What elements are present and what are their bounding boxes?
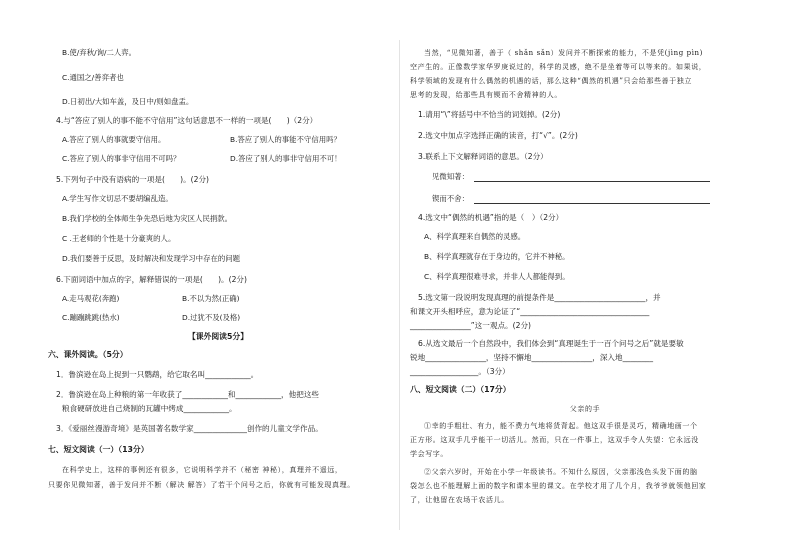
sec6-item-2-line1: 2．鲁滨逊在岛上种粮的第一年收获了____________和____________，他把这些 <box>56 390 320 399</box>
r-q3: 3.联系上下文解释词语的意思。（2分） <box>418 152 548 161</box>
passage-line4: 思考的发现，给那些具有锲而不舍精神的人。 <box>410 91 562 99</box>
q5-option-c: C .王老师的个性是十分豪爽的人。 <box>62 234 176 243</box>
section-8-title: 八、短文阅读（二）（17分） <box>410 385 511 394</box>
essay-p1-line2: 正方形。这双手几乎能干一切活儿。然而，只在一件事上，这双手令人失望：它永远没 <box>410 436 699 444</box>
r-q6-line1: 6.从选文最后一个自然段中，我们体会到“真理诞生于一百个问号之后”就是要敏 <box>418 339 684 348</box>
q5-option-d: D.我们要善于反思，及时解决和发现学习中存在的问题 <box>62 254 241 263</box>
left-column <box>48 0 388 550</box>
essay-p2-line1: ②父亲六岁时，开始在小学一年级读书。不知什么原因，父亲那浅色头发下面的脑 <box>424 468 698 476</box>
extracurricular-banner: 【课外阅读5分】 <box>187 332 248 341</box>
q5-stem: 5.下列句子中没有语病的一项是( )。(2分) <box>56 175 210 184</box>
q3b-label: 锲而不舍： <box>432 194 469 203</box>
r-q4-option-a: A、科学真理来自偶然的灵感。 <box>424 232 526 241</box>
passage-line1: 当然，“见微知著，善于（ shǎn sǎn）发问并不断探索的能力，不是凭(jìng pìn) <box>424 49 703 57</box>
section-7-title: 七、短文阅读（一）（13分） <box>48 445 149 454</box>
sec6-item-3: 3．《爱丽丝漫游奇境》是英国著名数学家______________创作的儿童文学作品。 <box>56 424 323 433</box>
q4-stem: 4.与“答应了别人的事不能不守信用”这句话意思不一样的一项是( )（2分） <box>56 116 318 125</box>
r-q5-line3: ________________”这一观点。(2分) <box>410 321 532 330</box>
q6-option-a: A.走马观花(奔跑) <box>62 294 120 303</box>
r-q4-option-c: C、科学真理很难寻求，并非人人都能得到。 <box>424 272 570 281</box>
sec6-item-2-line2: 粮食硬研放进自己烧制的瓦罐中烤成____________。 <box>62 404 237 413</box>
q4-option-a: A.答应了别人的事就要守信用。 <box>62 135 166 144</box>
r-q1: 1.请用“\”将括号中不恰当的词划掉。(2分) <box>418 110 561 119</box>
essay-title: 父亲的手 <box>569 405 601 413</box>
q4-option-b: B.答应了别人的事能不守信用吗？ <box>230 135 341 144</box>
q4-option-d: D.答应了别人的事非守信用不可！ <box>230 154 342 163</box>
essay-p1-line3: 学会写字。 <box>410 450 448 458</box>
right-column <box>410 0 760 550</box>
passage-line3: 科学领域的发现有什么偶然的机遇的话，那么这种“偶然的机遇”只会给那些善于独立 <box>410 77 692 85</box>
r-q4-stem: 4.选文中“偶然的机遇”指的是（ ）（2分） <box>418 213 564 222</box>
q6-option-d: D.过犹不及(及格) <box>182 313 241 322</box>
q3-option-b: B.使/弃秋/询/二人弈。 <box>62 48 137 57</box>
passage1-line2: 只要你见微知著，善于发问并不断（解决 解答）了若干个问号之后，你就有可能发现真理。 <box>48 481 355 489</box>
r-q6-line2: 锐地________________，坚持不懈地________________，深入地________ <box>410 353 653 362</box>
q3-option-c: C.通国之/善弈者也 <box>62 73 124 82</box>
q6-option-b: B.不以为然(正确) <box>182 294 240 303</box>
q6-option-c: C.蹦蹦跳跳(热水) <box>62 313 120 322</box>
essay-p2-line3: 了，让他留在农场干农活儿。 <box>410 496 509 504</box>
q5-option-b: B.我们学校的全体师生争先恐后地为灾区人民捐款。 <box>62 214 233 223</box>
essay-p1-line1: ①幸的手粗壮、有力，能不费力气地将货背起。他这双手很是灵巧，精确地画一个 <box>424 422 698 430</box>
column-divider <box>399 40 400 530</box>
q3b-answer-line <box>474 203 710 204</box>
r-q5-line2: 和课文开头相呼应，意为论证了“__________________________________ <box>410 307 650 316</box>
q3a-label: 见微知著： <box>432 172 469 181</box>
sec6-item-1: 1．鲁滨逊在岛上捉到一只鹦鹉，给它取名叫____________。 <box>56 370 259 379</box>
q5-option-a: A.学生写作文切忌不要胡编乱造。 <box>62 194 173 203</box>
q6-stem: 6.下面词语中加点的字，解释错误的一项是( )。(2分) <box>56 275 247 284</box>
r-q2: 2.选文中加点字选择正确的读音，打“√”。(2分) <box>418 131 578 140</box>
passage-line2: 空产生的。正像数学家华罗庚说过的，科学的灵感，绝不是坐着等可以等来的。如果说， <box>410 63 707 71</box>
q3-option-d: D.日初出/大如车盖，及日中/则如盘盂。 <box>62 97 194 106</box>
section-6-title: 六、课外阅读。（5分） <box>48 350 128 359</box>
q4-option-c: C.答应了别人的事非守信用不可吗？ <box>62 154 181 163</box>
r-q6-line3: __________________。（3分） <box>410 367 510 376</box>
r-q5-line1: 5.选文第一段说明发现真理的前提条件是________________________，并 <box>418 293 661 302</box>
passage1-line1: 在科学史上，这样的事例还有很多，它说明科学并不（秘密 神秘），真理并不遥远， <box>62 466 343 474</box>
q3a-answer-line <box>474 181 710 182</box>
essay-p2-line2: 袋怎么也不能理解上面的数字和课本里的课文。在学校才用了几个月，我爷爷就领他回家 <box>410 482 707 490</box>
r-q4-option-b: B、科学真理就存在于身边的，它并不神秘。 <box>424 252 570 261</box>
